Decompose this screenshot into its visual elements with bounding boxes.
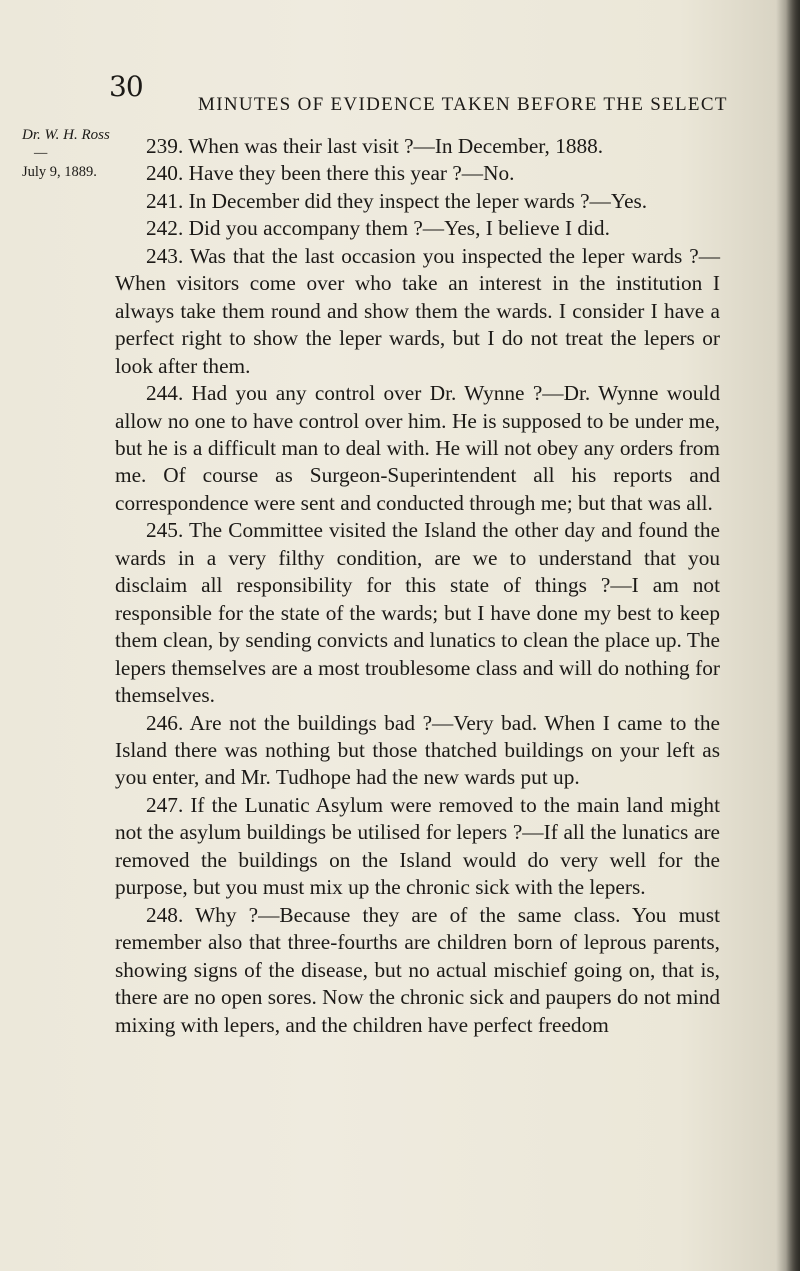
question-243: 243. Was that the last occasion you inspected the leper wards ?—When visitors come over who take an interest in the institution I always take them round and show them the wards. I consider I have a perfect right to show the leper wards, but I do not treat the lepers or look after them. (115, 243, 720, 378)
question-246: 246. Are not the buildings bad ?—Very bad. When I came to the Island there was nothing but those thatched buildings on your left as you enter, and Mr. Tudhope had the new wards put up. (115, 710, 720, 790)
running-header-title: MINUTES OF EVIDENCE TAKEN BEFORE THE SELECT (198, 94, 728, 115)
question-248: 248. Why ?—Because they are of the same class. You must remember also that three-fourths are children born of leprous parents, showing signs of the disease, but no actual mischief going on, that is, there are no open sores. Now the chronic sick and paupers do not mind mixing with lepers, and the children have perfect freedom (115, 902, 720, 1037)
margin-witness-name (22, 126, 110, 162)
testimony-body (115, 133, 720, 1039)
margin-date: July 9, 1889. (22, 164, 97, 180)
question-244: 244. Had you any control over Dr. Wynne ?—Dr. Wynne would allow no one to have control over him. He is supposed to be under me, but he is a difficult man to deal with. He will not obey any orders from me. Of course as Surgeon-Superintendent all his reports and correspondence were sent and conducted through me; but that was all. (115, 381, 720, 515)
question-241: 241. In December did they inspect the leper wards ?—Yes. (146, 188, 648, 213)
margin-witness: Dr. W. H. Ross (22, 127, 110, 143)
question-239: 239. When was their last visit ?—In December, 1888. (146, 134, 604, 158)
question-247: 247. If the Lunatic Asylum were removed to the main land might not the asylum buildings be utilised for lepers ?—If all the lunatics are removed the buildings on the Island would do very well for the purpose, but you must mix up the chronic sick with the lepers. (115, 792, 720, 900)
question-240: 240. Have they been there this year ?—No. (146, 161, 515, 186)
question-245: 245. The Committee visited the Island the other day and found the wards in a very filthy condition, are we to understand that you disclaim all responsibility for this state of things ?—I am not responsible for the state of the wards; but I have done my best to keep them clean, by sending convicts and lunatics to clean the place up. The lepers themselves are a most troublesome class and will do nothing for themselves. (115, 518, 720, 708)
page-number: 30 (109, 70, 143, 103)
question-242: 242. Did you accompany them ?—Yes, I believe I did. (146, 216, 610, 241)
margin-dash: — (34, 145, 48, 161)
page-binding-shadow (786, 0, 800, 1271)
